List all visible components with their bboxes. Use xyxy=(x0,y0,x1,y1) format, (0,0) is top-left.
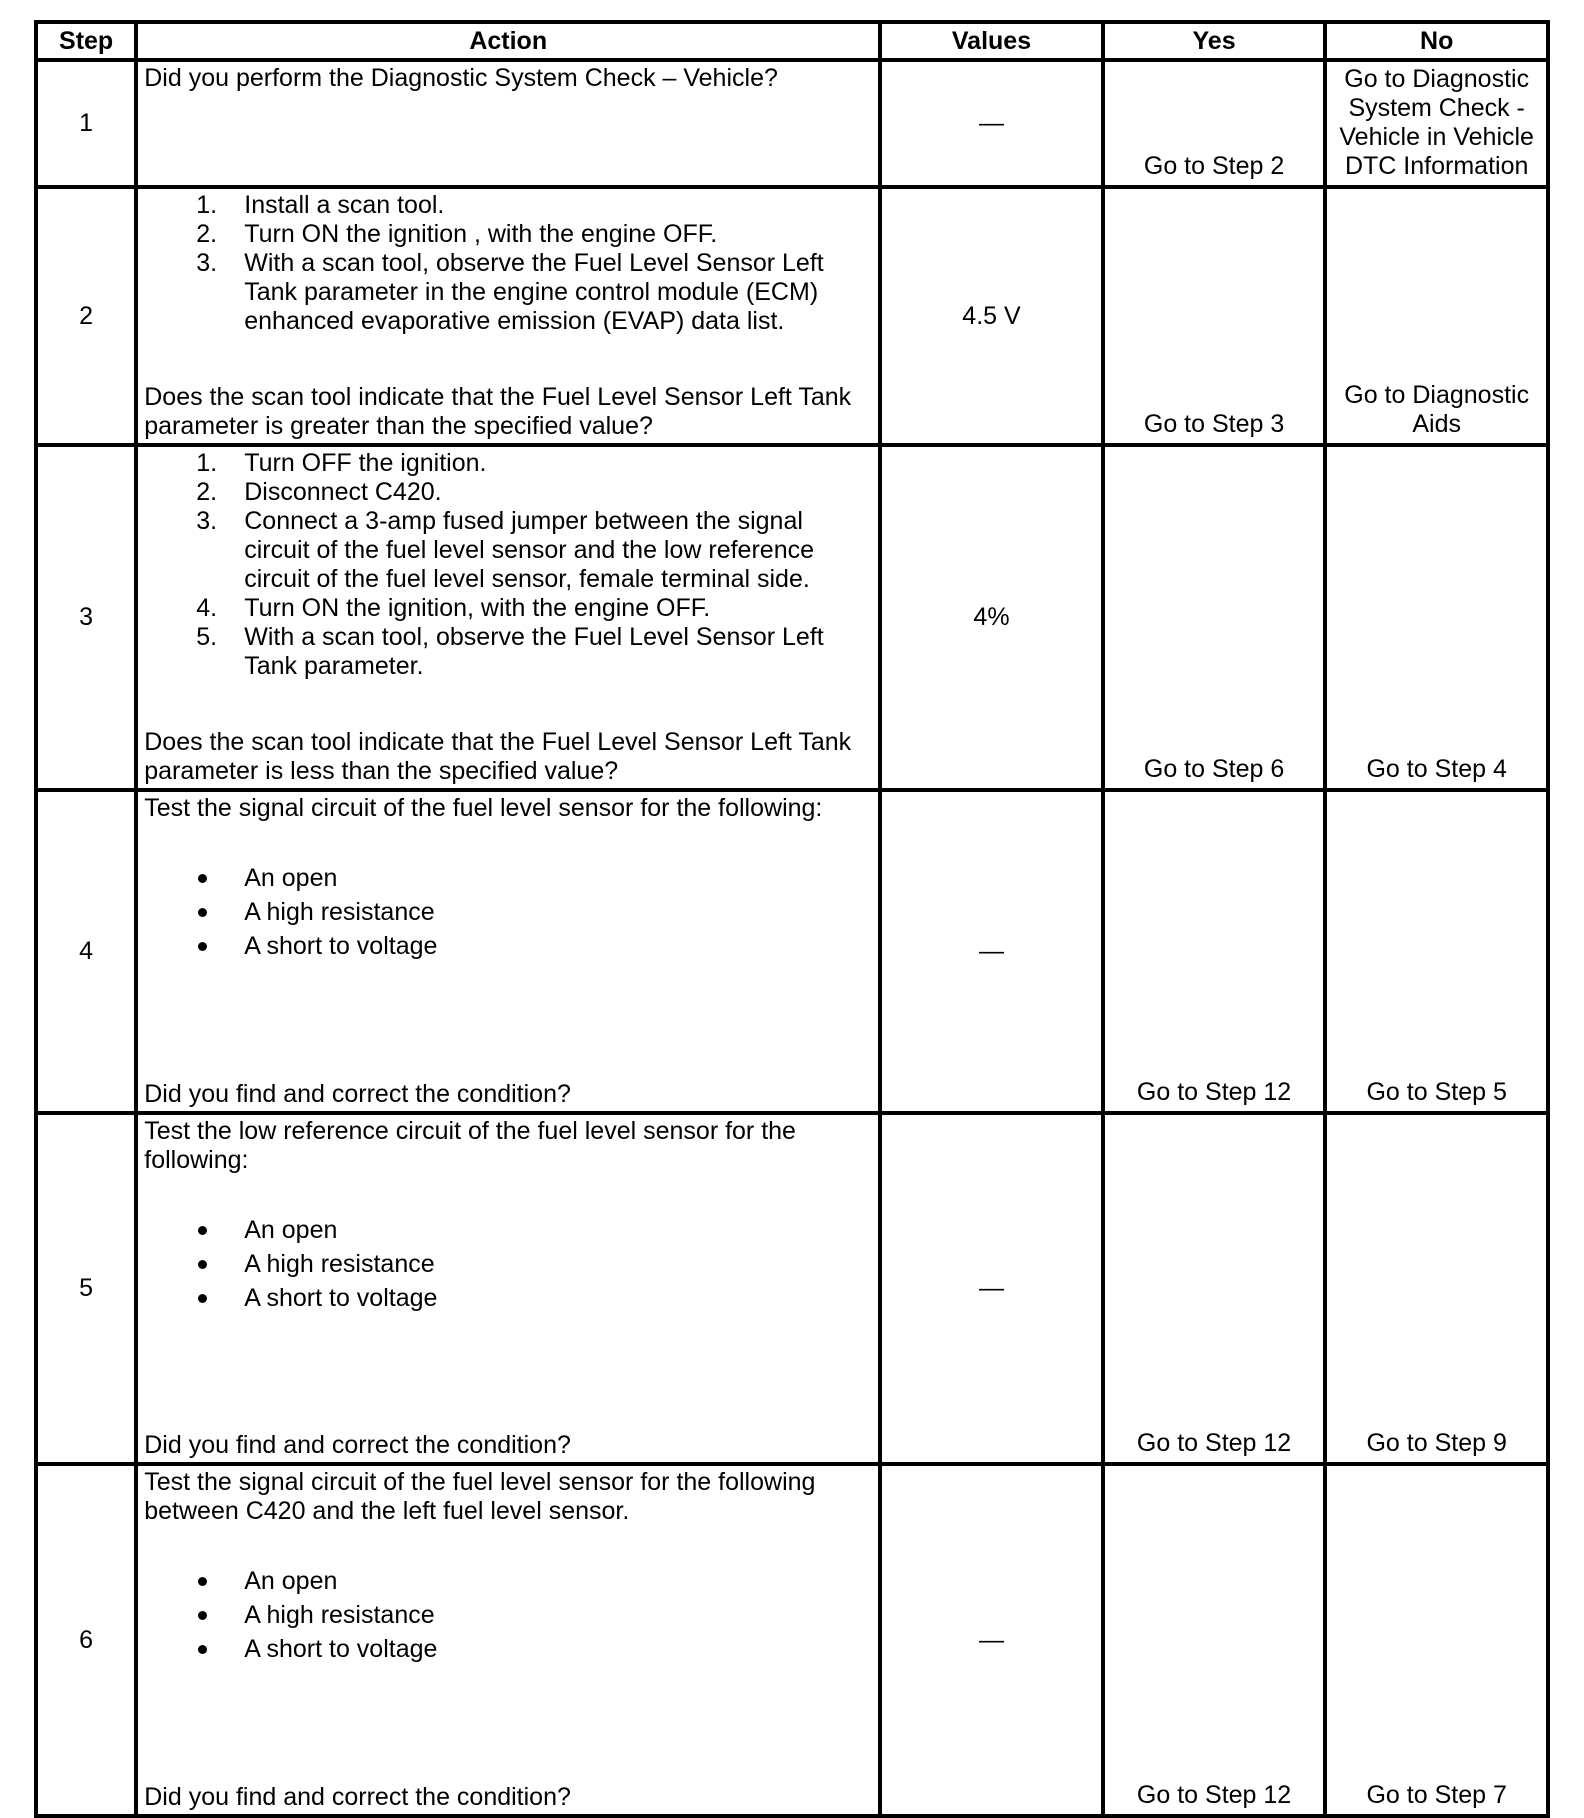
step-number: 6 xyxy=(36,1464,136,1816)
yes-cell: Go to Step 12 xyxy=(1103,790,1326,1113)
action-cell xyxy=(136,445,880,790)
value-cell: — xyxy=(880,1113,1103,1464)
list-item: A high resistance xyxy=(144,1598,874,1632)
value-cell: 4% xyxy=(880,445,1103,790)
step-number: 2 xyxy=(36,187,136,445)
value-cell: 4.5 V xyxy=(880,187,1103,445)
no-cell: Go to Diagnostic System Check - Vehicle in Vehicle DTC Information xyxy=(1325,60,1548,187)
action-text: Test the signal circuit of the fuel level sensor for the following: xyxy=(144,794,823,822)
header-row xyxy=(36,22,1548,60)
no-cell: Go to Step 4 xyxy=(1325,445,1548,790)
yes-cell: Go to Step 2 xyxy=(1103,60,1326,187)
step-number: 1 xyxy=(36,60,136,187)
action-cell xyxy=(136,1113,880,1464)
action-cell xyxy=(136,1464,880,1816)
table-row xyxy=(36,790,1548,1113)
list-item: 1. Install a scan tool. xyxy=(196,191,445,219)
question-text: Does the scan tool indicate that the Fuel Level Sensor Left Tank parameter is less than the specified value? xyxy=(144,728,852,785)
no-cell: Go to Step 7 xyxy=(1325,1464,1548,1816)
yes-cell: Go to Step 3 xyxy=(1103,187,1326,445)
step-number: 3 xyxy=(36,445,136,790)
table-row xyxy=(36,445,1548,790)
numbered-list xyxy=(144,191,874,336)
question-text: Does the scan tool indicate that the Fuel Level Sensor Left Tank parameter is greater than the specified value? xyxy=(144,383,852,440)
list-item: 1. Turn OFF the ignition. xyxy=(196,449,487,477)
list-item: 4. Turn ON the ignition, with the engine OFF. xyxy=(196,594,711,622)
action-cell xyxy=(136,790,880,1113)
no-cell: Go to Step 9 xyxy=(1325,1113,1548,1464)
header-no: No xyxy=(1325,22,1548,60)
header-step: Step xyxy=(36,22,136,60)
list-item: An open xyxy=(144,1213,874,1247)
table-row xyxy=(36,1464,1548,1816)
bullet-list xyxy=(144,861,874,963)
value-cell: — xyxy=(880,60,1103,187)
list-item: A short to voltage xyxy=(144,1281,874,1315)
value-cell: — xyxy=(880,790,1103,1113)
value-cell: — xyxy=(880,1464,1103,1816)
bullet-list xyxy=(144,1564,874,1666)
list-item: 2. Turn ON the ignition , with the engine OFF. xyxy=(196,220,718,248)
table-row xyxy=(36,187,1548,445)
action-text: Did you perform the Diagnostic System Check – Vehicle? xyxy=(144,64,778,92)
diagnostic-table xyxy=(34,20,1550,1818)
list-item: 5. With a scan tool, observe the Fuel Level Sensor Left Tank parameter. xyxy=(196,623,824,680)
step-number: 4 xyxy=(36,790,136,1113)
step-number: 5 xyxy=(36,1113,136,1464)
no-cell: Go to Diagnostic Aids xyxy=(1325,187,1548,445)
yes-cell: Go to Step 12 xyxy=(1103,1113,1326,1464)
question-text: Did you find and correct the condition? xyxy=(144,1783,571,1811)
list-item: A short to voltage xyxy=(144,1632,874,1666)
list-item: An open xyxy=(144,861,874,895)
action-cell xyxy=(136,187,880,445)
list-item: A high resistance xyxy=(144,895,874,929)
header-action: Action xyxy=(136,22,880,60)
header-yes: Yes xyxy=(1103,22,1326,60)
action-cell xyxy=(136,60,880,187)
list-item: A short to voltage xyxy=(144,929,874,963)
header-values: Values xyxy=(880,22,1103,60)
table-row xyxy=(36,1113,1548,1464)
question-text: Did you find and correct the condition? xyxy=(144,1431,571,1459)
list-item: 2. Disconnect C420. xyxy=(196,478,442,506)
list-item: 3. Connect a 3-amp fused jumper between the signal circuit of the fuel level sensor and the low reference circuit of the fuel level sensor, female terminal side. xyxy=(196,507,815,593)
action-text: Test the low reference circuit of the fuel level sensor for the following: xyxy=(144,1117,796,1174)
question-text: Did you find and correct the condition? xyxy=(144,1080,571,1108)
list-item: A high resistance xyxy=(144,1247,874,1281)
list-item: 3. With a scan tool, observe the Fuel Level Sensor Left Tank parameter in the engine control module (ECM) enhanced evaporative emission (EVAP) data list. xyxy=(196,249,824,335)
yes-cell: Go to Step 12 xyxy=(1103,1464,1326,1816)
table-row xyxy=(36,60,1548,187)
bullet-list xyxy=(144,1213,874,1315)
no-cell: Go to Step 5 xyxy=(1325,790,1548,1113)
action-text: Test the signal circuit of the fuel level sensor for the following between C420 and the left fuel level sensor. xyxy=(144,1468,816,1525)
numbered-list xyxy=(144,449,874,681)
yes-cell: Go to Step 6 xyxy=(1103,445,1326,790)
list-item: An open xyxy=(144,1564,874,1598)
